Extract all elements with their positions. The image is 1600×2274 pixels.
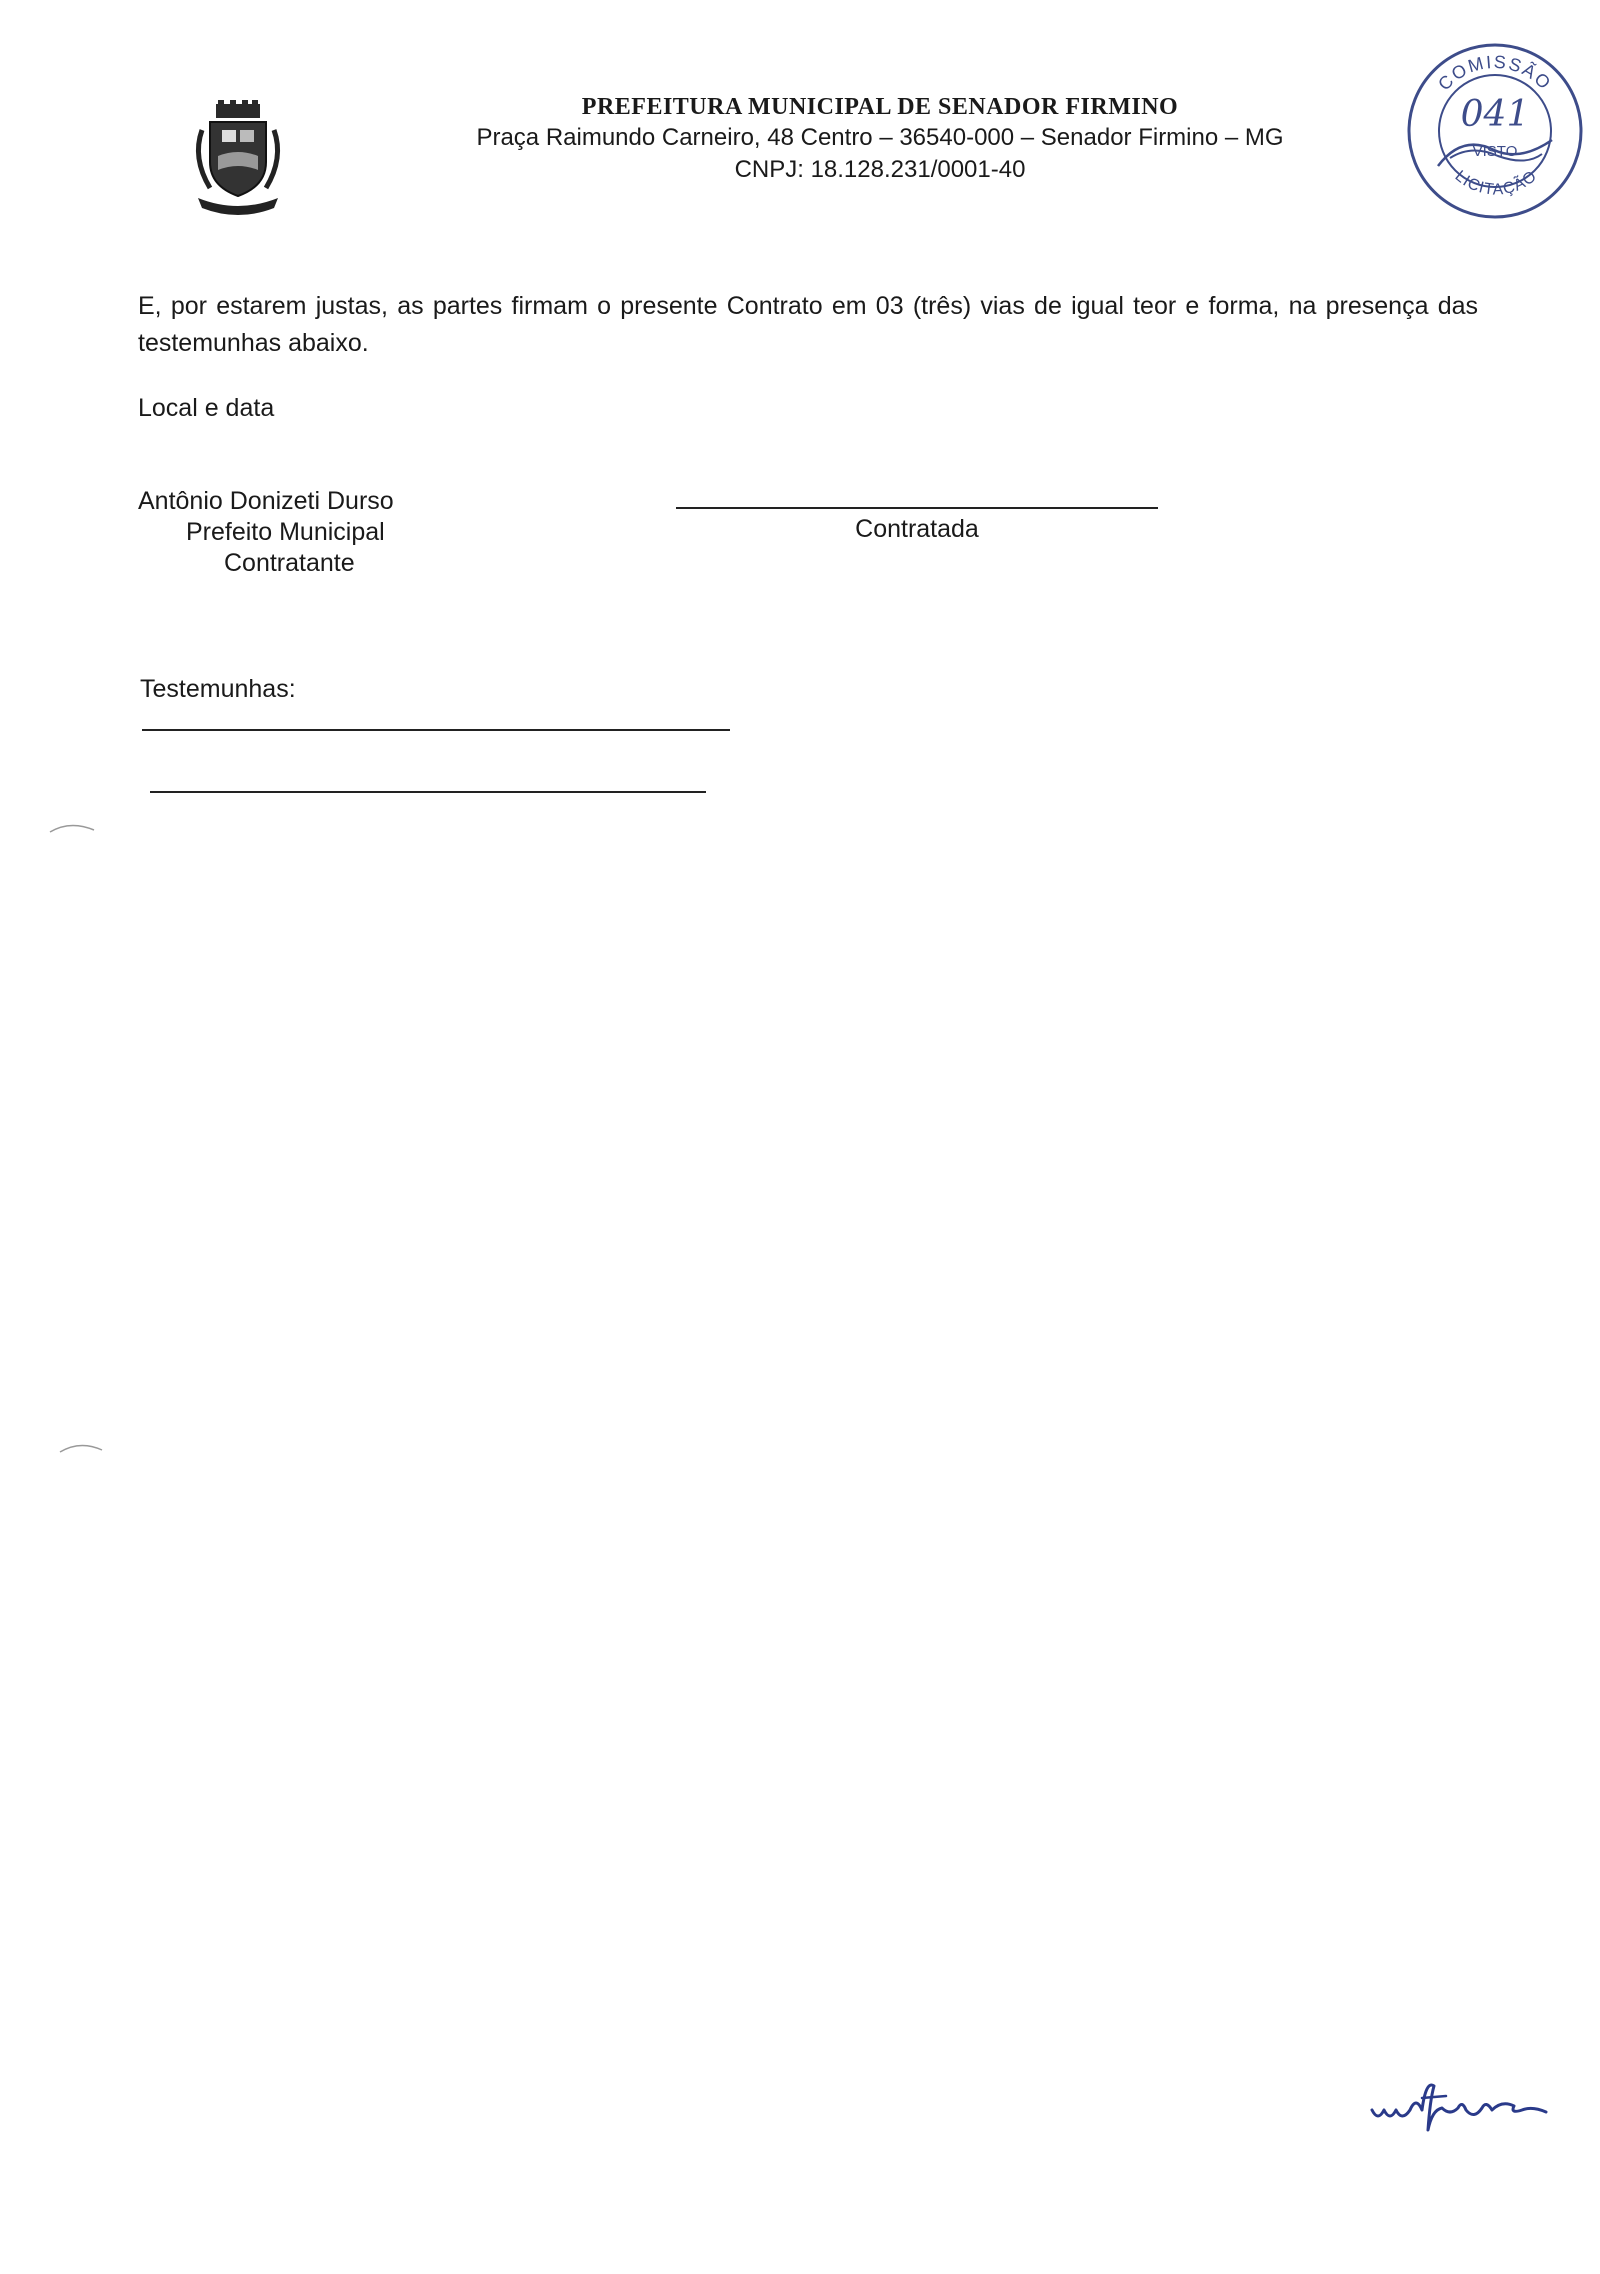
witness-signature-line-1 [142,729,730,731]
coat-of-arms-icon [188,100,288,218]
handwritten-initials [1362,2070,1582,2150]
svg-text:COMISSÃO: COMISSÃO [1434,51,1556,95]
svg-text:LICITAÇÃO: LICITAÇÃO [1451,167,1541,199]
organization-address: Praça Raimundo Carneiro, 48 Centro – 36540-000 – Senador Firmino – MG [476,124,1284,151]
witnesses-label: Testemunhas: [140,675,296,703]
contratante-role: Contratante [224,549,355,577]
svg-text:VISTO: VISTO [1472,143,1518,160]
letterhead [380,92,1380,186]
contratada-label: Contratada [855,515,979,543]
witness-signature-line-2 [150,791,706,793]
contratante-name: Antônio Donizeti Durso [138,487,394,515]
contratada-signature-line [676,507,1158,509]
svg-text:041: 041 [1460,94,1530,135]
punch-mark [48,818,98,838]
place-and-date: Local e data [138,394,275,422]
organization-name: PREFEITURA MUNICIPAL DE SENADOR FIRMINO [581,94,1179,120]
closing-paragraph: E, por estarem justas, as partes firmam o presente Contrato em 03 (três) vias de igual teor e forma, na presença das testemunhas abaixo. [138,292,1478,357]
contratante-title: Prefeito Municipal [186,518,385,546]
organization-cnpj: CNPJ: 18.128.231/0001-40 [734,156,1026,183]
punch-mark [58,1438,106,1458]
commission-stamp [1402,38,1588,224]
contratante-signature-block [138,486,394,579]
